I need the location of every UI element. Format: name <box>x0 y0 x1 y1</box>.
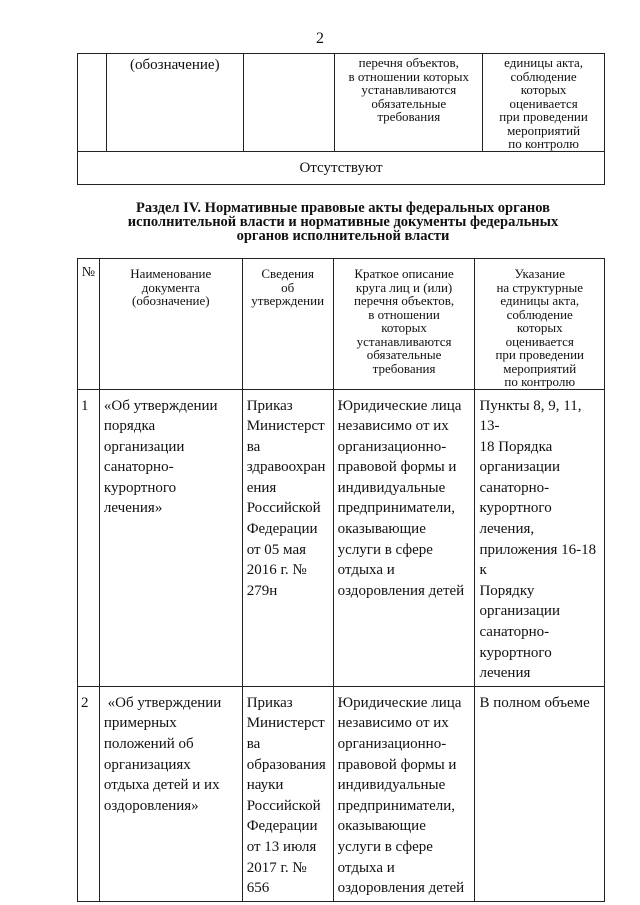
text-line: Российской <box>246 797 321 814</box>
text-line: перечня объектов, <box>353 293 455 308</box>
text-line: 279н <box>246 582 278 599</box>
text-line: Юридические лица <box>337 694 462 711</box>
text-line: об <box>281 279 295 295</box>
text-line: Пункты 8, 9, 11, 13- <box>479 397 582 435</box>
table-header-row <box>78 259 605 390</box>
text-line: независимо от их <box>337 715 449 732</box>
text-line: ва <box>246 438 261 455</box>
text-line: примерных <box>103 715 177 732</box>
text-line: индивидуальные <box>337 479 446 496</box>
text-line: положений об <box>103 736 194 752</box>
text-line: правовой формы и <box>337 756 457 773</box>
text-line: единицы акта, <box>504 55 583 70</box>
acts-table <box>77 258 605 902</box>
text-line: 2016 г. № <box>246 562 307 579</box>
text-line: отдыха и <box>337 562 395 579</box>
text-line: Раздел IV. Нормативные правовые акты федеральных органов <box>135 200 550 216</box>
cont-col3 <box>243 54 335 152</box>
text-line: соблюдение <box>506 306 573 322</box>
text-line: предприниматели, <box>337 797 456 814</box>
text-line: соблюдение <box>510 68 577 84</box>
text-line: 656 <box>246 880 270 897</box>
text-line: в отношении которых <box>348 68 469 84</box>
text-line: перечня объектов, <box>358 55 459 70</box>
text-line: которых <box>516 320 563 335</box>
absent-note: Отсутствуют <box>78 152 605 185</box>
text-line: организационно- <box>337 438 447 455</box>
row1-description <box>333 389 475 686</box>
text-line: услуги в сфере <box>337 838 433 855</box>
text-line: здравоохран <box>246 459 326 476</box>
row2-reference <box>475 686 605 901</box>
text-line: 18 Порядка <box>479 438 553 455</box>
header-description <box>333 259 475 390</box>
text-line: документа <box>141 279 200 295</box>
text-line: устанавливаются <box>356 333 452 349</box>
text-line: Российской <box>246 500 321 517</box>
text-line: лечения» <box>103 500 163 517</box>
header-approval <box>242 259 333 390</box>
row2-num: 2 <box>78 686 100 901</box>
text-line: (обозначение) <box>132 293 210 308</box>
text-line: В полном объеме <box>479 694 590 711</box>
text-line: по контролю <box>504 374 576 389</box>
text-line: Министерст <box>246 715 325 732</box>
text-line: оказывающие <box>337 521 426 538</box>
table-row <box>78 686 605 901</box>
text-line: курортного <box>103 479 177 496</box>
text-line: индивидуальные <box>337 777 446 794</box>
text-line: единицы акта, <box>500 293 580 308</box>
text-line: оценивается <box>505 333 574 349</box>
text-line: санаторно- <box>103 459 174 476</box>
text-line: Министерст <box>246 418 325 435</box>
cont-col1 <box>78 54 107 152</box>
text-line: Наименование <box>130 266 212 281</box>
text-line: утверждении <box>251 293 325 308</box>
text-line: Федерации <box>246 818 318 835</box>
text-line: организациях <box>103 756 191 773</box>
text-line: мероприятий <box>507 122 581 138</box>
text-line: обязательные <box>366 347 442 362</box>
text-line: правовой формы и <box>337 459 457 476</box>
text-line: Федерации <box>246 521 318 538</box>
header-name <box>99 259 242 390</box>
cont-reference <box>483 54 605 152</box>
row1-reference <box>475 389 605 686</box>
text-line: образования <box>246 756 326 773</box>
text-line: Приказ <box>246 397 293 414</box>
row2-approval <box>242 686 333 901</box>
text-line: Краткое описание <box>354 266 454 281</box>
text-line: которых <box>520 82 567 97</box>
text-line: от 05 мая <box>246 541 307 558</box>
section-title <box>100 201 586 243</box>
text-line: в отношении <box>368 306 440 322</box>
text-line: приложения 16-18 к <box>479 541 597 579</box>
row1-num: 1 <box>78 389 100 686</box>
text-line: ения <box>246 479 277 496</box>
text-line: курортного <box>479 500 552 517</box>
text-line: 2017 г. № <box>246 859 307 876</box>
text-line: независимо от их <box>337 418 449 435</box>
text-line: науки <box>246 777 284 794</box>
text-line: при проведении <box>499 109 588 124</box>
text-line: Приказ <box>246 694 293 711</box>
text-line: Сведения <box>261 266 314 281</box>
text-line: санаторно- <box>479 479 550 496</box>
text-line: устанавливаются <box>361 82 457 97</box>
text-line: порядка <box>103 418 156 435</box>
text-line: организации <box>103 438 185 455</box>
text-line: на структурные <box>496 279 583 295</box>
cont-description <box>335 54 483 152</box>
text-line: Указание <box>514 266 565 281</box>
text-line: оздоровления детей <box>337 582 465 599</box>
text-line: оздоровления» <box>103 797 199 814</box>
text-line: оказывающие <box>337 818 426 835</box>
text-line: отдыха детей и их <box>103 777 220 794</box>
text-line: курортного лечения <box>479 644 552 682</box>
text-line: ва <box>246 736 261 752</box>
text-line: санаторно- <box>479 624 550 641</box>
text-line: мероприятий <box>503 360 577 376</box>
text-line: оздоровления детей <box>337 880 465 897</box>
page-number: 2 <box>316 30 324 47</box>
text-line: которых <box>381 320 427 335</box>
text-line: «Об утверждении <box>103 397 218 414</box>
text-line: от 13 июля <box>246 838 317 855</box>
table-row <box>78 152 605 185</box>
text-line: исполнительной власти и нормативные документы федеральных <box>127 214 559 230</box>
text-line: требования <box>372 360 436 376</box>
text-line: лечения, <box>479 521 535 538</box>
text-line: Юридические лица <box>337 397 462 414</box>
header-reference <box>475 259 605 390</box>
text-line: при проведении <box>495 347 584 362</box>
text-line: организационно- <box>337 736 447 752</box>
continuation-table <box>77 53 605 185</box>
row2-description <box>333 686 475 901</box>
text-line: оценивается <box>509 95 578 111</box>
text-line: предприниматели, <box>337 500 456 517</box>
text-line: Порядку <box>479 582 535 599</box>
text-line: органов исполнительной власти <box>236 228 450 244</box>
text-line: услуги в сфере <box>337 541 433 558</box>
text-line: обязательные <box>371 95 447 111</box>
header-num: № <box>78 259 100 390</box>
text-line: круга лиц и (или) <box>355 279 453 295</box>
table-row <box>78 389 605 686</box>
row1-approval <box>242 389 333 686</box>
text-line: требования <box>377 109 441 124</box>
text-line: организации <box>479 603 560 620</box>
text-line: организации <box>479 459 560 476</box>
text-line: отдыха и <box>337 859 395 876</box>
table-row <box>78 54 605 152</box>
text-line: по контролю <box>508 136 579 151</box>
cont-name-label: (обозначение) <box>106 54 243 152</box>
text-line: «Об утверждении <box>103 694 222 711</box>
row2-name <box>99 686 242 901</box>
row1-name <box>99 389 242 686</box>
